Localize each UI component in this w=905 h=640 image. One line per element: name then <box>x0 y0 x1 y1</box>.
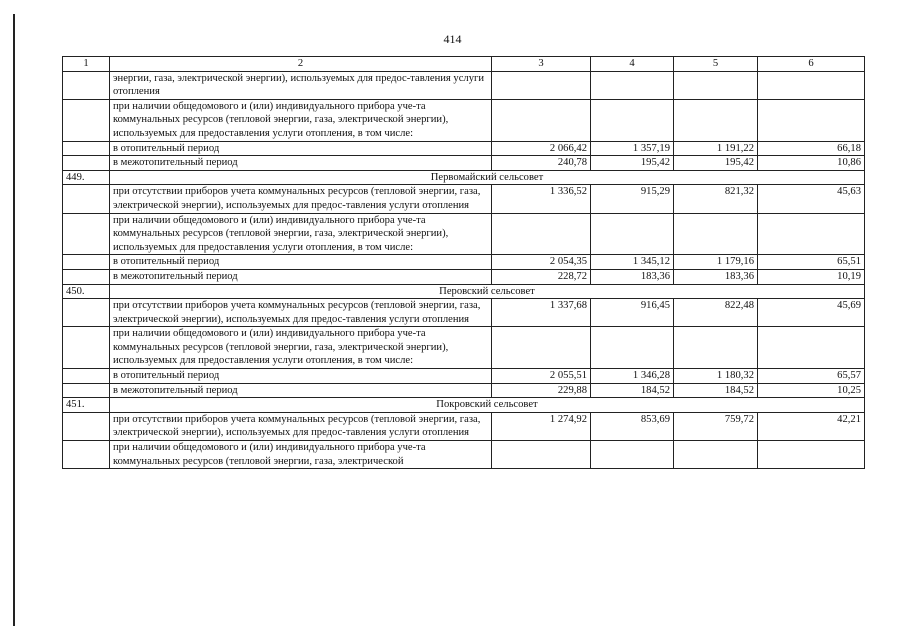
description-cell: в межотопительный период <box>110 269 492 284</box>
value-cell-col6: 65,57 <box>758 369 865 384</box>
value-cell-col3: 228,72 <box>492 269 591 284</box>
page-margin-rule <box>13 14 15 626</box>
row-number-cell <box>63 412 110 440</box>
value-cell-col3: 1 274,92 <box>492 412 591 440</box>
value-cell-col4 <box>591 71 674 99</box>
column-header: 5 <box>674 57 758 72</box>
value-cell-col5: 759,72 <box>674 412 758 440</box>
value-cell-col4 <box>591 99 674 141</box>
table-row <box>63 141 865 156</box>
table-row <box>63 156 865 171</box>
description-cell: в межотопительный период <box>110 383 492 398</box>
table-body <box>63 71 865 469</box>
value-cell-col6: 10,19 <box>758 269 865 284</box>
value-cell-col6 <box>758 213 865 255</box>
value-cell-col4: 853,69 <box>591 412 674 440</box>
table-row <box>63 441 865 469</box>
value-cell-col6: 66,18 <box>758 141 865 156</box>
section-row <box>63 284 865 299</box>
value-cell-col3: 2 054,35 <box>492 255 591 270</box>
value-cell-col6 <box>758 99 865 141</box>
table-row <box>63 99 865 141</box>
row-number-cell <box>63 369 110 384</box>
value-cell-col5: 822,48 <box>674 299 758 327</box>
description-cell: при наличии общедомового и (или) индивидуального прибора уче-та коммунальных ресурсов (тепловой энергии, газа, электрической энергии), используемых для предоставления услуги отопления, в том числе: <box>110 99 492 141</box>
row-number-cell <box>63 213 110 255</box>
value-cell-col4: 183,36 <box>591 269 674 284</box>
value-cell-col5: 1 179,16 <box>674 255 758 270</box>
value-cell-col3: 229,88 <box>492 383 591 398</box>
value-cell-col6: 42,21 <box>758 412 865 440</box>
description-cell: при отсутствии приборов учета коммунальных ресурсов (тепловой энергии, газа, электрической энергии), используемых для предос-тавления услуги отопления <box>110 299 492 327</box>
value-cell-col5: 821,32 <box>674 185 758 213</box>
description-cell: при наличии общедомового и (или) индивидуального прибора уче-та коммунальных ресурсов (тепловой энергии, газа, электрической <box>110 441 492 469</box>
row-number-cell <box>63 255 110 270</box>
value-cell-col3 <box>492 71 591 99</box>
value-cell-col5: 184,52 <box>674 383 758 398</box>
value-cell-col5 <box>674 99 758 141</box>
column-header: 1 <box>63 57 110 72</box>
column-number-row <box>63 57 865 72</box>
row-number-cell <box>63 71 110 99</box>
value-cell-col6 <box>758 441 865 469</box>
value-cell-col4 <box>591 213 674 255</box>
row-number-cell <box>63 156 110 171</box>
section-row <box>63 170 865 185</box>
value-cell-col4: 1 357,19 <box>591 141 674 156</box>
row-number-cell: 449. <box>63 170 110 185</box>
value-cell-col3: 2 066,42 <box>492 141 591 156</box>
value-cell-col6: 45,69 <box>758 299 865 327</box>
description-cell: в отопительный период <box>110 255 492 270</box>
row-number-cell <box>63 299 110 327</box>
row-number-cell: 451. <box>63 398 110 413</box>
column-header: 6 <box>758 57 865 72</box>
value-cell-col3 <box>492 441 591 469</box>
value-cell-col3 <box>492 213 591 255</box>
value-cell-col3: 1 337,68 <box>492 299 591 327</box>
row-number-cell <box>63 269 110 284</box>
value-cell-col6: 10,86 <box>758 156 865 171</box>
row-number-cell <box>63 141 110 156</box>
value-cell-col3: 1 336,52 <box>492 185 591 213</box>
section-title-cell: Перовский сельсовет <box>110 284 865 299</box>
description-cell: в отопительный период <box>110 369 492 384</box>
value-cell-col3 <box>492 99 591 141</box>
section-title-cell: Покровский сельсовет <box>110 398 865 413</box>
value-cell-col6: 45,63 <box>758 185 865 213</box>
row-number-cell <box>63 383 110 398</box>
value-cell-col5: 195,42 <box>674 156 758 171</box>
description-cell: при отсутствии приборов учета коммунальных ресурсов (тепловой энергии, газа, электрической энергии), используемых для предос-тавления услуги отопления <box>110 185 492 213</box>
value-cell-col4: 1 345,12 <box>591 255 674 270</box>
table-row <box>63 299 865 327</box>
description-cell: при отсутствии приборов учета коммунальных ресурсов (тепловой энергии, газа, электрической энергии), используемых для предос-тавления услуги отопления <box>110 412 492 440</box>
table-row <box>63 213 865 255</box>
value-cell-col4 <box>591 441 674 469</box>
description-cell: при наличии общедомового и (или) индивидуального прибора уче-та коммунальных ресурсов (тепловой энергии, газа, электрической энергии), используемых для предоставления услуги отопления, в том числе: <box>110 213 492 255</box>
value-cell-col5 <box>674 213 758 255</box>
value-cell-col4 <box>591 327 674 369</box>
value-cell-col5 <box>674 71 758 99</box>
value-cell-col6 <box>758 71 865 99</box>
value-cell-col5: 1 191,22 <box>674 141 758 156</box>
column-header: 3 <box>492 57 591 72</box>
value-cell-col5 <box>674 441 758 469</box>
column-header: 2 <box>110 57 492 72</box>
row-number-cell <box>63 327 110 369</box>
table-row <box>63 255 865 270</box>
value-cell-col4: 184,52 <box>591 383 674 398</box>
page-number: 414 <box>443 32 462 46</box>
table-row <box>63 369 865 384</box>
value-cell-col4: 915,29 <box>591 185 674 213</box>
value-cell-col4: 195,42 <box>591 156 674 171</box>
description-cell: в отопительный период <box>110 141 492 156</box>
column-header: 4 <box>591 57 674 72</box>
table-row <box>63 185 865 213</box>
table-row <box>63 327 865 369</box>
value-cell-col4: 916,45 <box>591 299 674 327</box>
section-title-cell: Первомайский сельсовет <box>110 170 865 185</box>
table-row <box>63 269 865 284</box>
tariff-table <box>62 56 865 469</box>
value-cell-col5: 183,36 <box>674 269 758 284</box>
row-number-cell: 450. <box>63 284 110 299</box>
description-cell: энергии, газа, электрической энергии), используемых для предос-тавления услуги отопления <box>110 71 492 99</box>
value-cell-col6 <box>758 327 865 369</box>
section-row <box>63 398 865 413</box>
row-number-cell <box>63 441 110 469</box>
value-cell-col5: 1 180,32 <box>674 369 758 384</box>
value-cell-col3: 2 055,51 <box>492 369 591 384</box>
description-cell: в межотопительный период <box>110 156 492 171</box>
row-number-cell <box>63 99 110 141</box>
table-row <box>63 412 865 440</box>
table-row <box>63 71 865 99</box>
table-row <box>63 383 865 398</box>
value-cell-col5 <box>674 327 758 369</box>
value-cell-col6: 65,51 <box>758 255 865 270</box>
value-cell-col3: 240,78 <box>492 156 591 171</box>
row-number-cell <box>63 185 110 213</box>
value-cell-col6: 10,25 <box>758 383 865 398</box>
value-cell-col3 <box>492 327 591 369</box>
description-cell: при наличии общедомового и (или) индивидуального прибора уче-та коммунальных ресурсов (тепловой энергии, газа, электрической энергии), используемых для предоставления услуги отопления, в том числе: <box>110 327 492 369</box>
value-cell-col4: 1 346,28 <box>591 369 674 384</box>
